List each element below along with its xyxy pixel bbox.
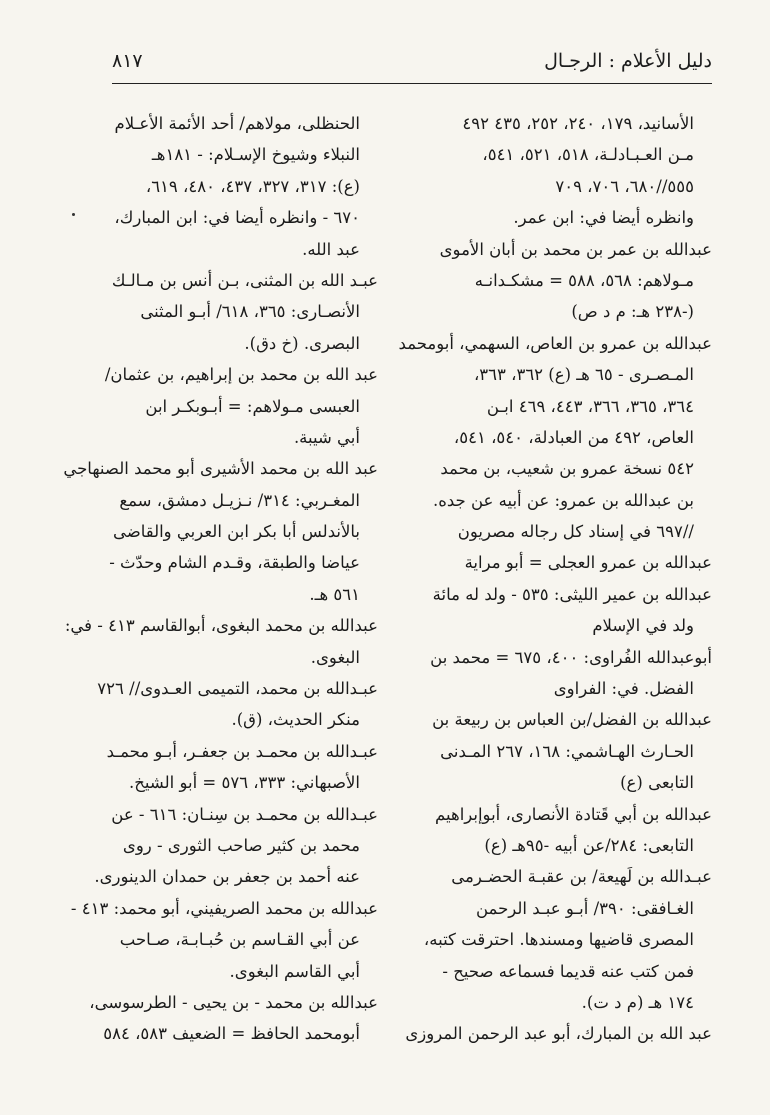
text-line: البصرى. (خ دق). [244,333,360,353]
text-line: وانظره أيضا في: ابن عمر. [513,208,694,228]
text-line: المصرى قاضيها ومسندها. احترقت كتبه، [423,930,694,950]
text-line: (ع): ٣١٧، ٣٢٧، ٤٣٧، ٤٨٠، ٦١٩، [145,176,360,196]
text-line: عبدالله بن عمرو العجلى = أبو مراية [464,553,712,573]
text-line: عبد الله بن محمد بن إبراهيم، بن عثمان/ [104,365,378,385]
text-line: أبوعبدالله الفُراوى: ٤٠٠، ٦٧٥ = محمد بن [430,647,712,667]
text-line: النبلاء وشيوخ الإسـلام: - ١٨١هـ [151,145,360,165]
text-line: عبد الله بن محمد الأشيرى أبو محمد الصنهاجي [63,459,378,479]
text-line: عبد الله. [302,239,360,259]
text-line: المغـربي: ٣١٤/ نـزيـل دمشق، سمع [119,490,360,510]
text-line: عبدالله بن عمر بن محمد بن أبان الأموى [439,239,712,259]
text-line: ٥٤٢ نسخة عمرو بن شعيب، بن محمد [440,459,694,479]
text-line: ٦٧٠ - وانظره أيضا في: ابن المبارك، [114,208,360,228]
text-line: أبومحمد الحافظ = الضعيف ٥٨٣، ٥٨٤ [103,1024,360,1044]
text-line: عبدالله بن محمد - بن يحيى - الطرسوسى، [89,992,378,1012]
text-line: البغوى. [310,647,360,667]
right-column [398,108,712,1050]
text-line: الحـارث الهـاشمي: ١٦٨، ٢٦٧ المـدنى [440,741,694,761]
text-line: العبسى مـولاهم: = أبـوبكـر ابن [145,396,360,416]
text-line: الغـافقى: ٣٩٠/ أبـو عبـد الرحمن [476,898,694,918]
text-line: ٥٦١ هـ. [309,584,360,604]
text-line: أبي القاسم البغوى. [229,961,360,981]
text-line: محمد بن كثير صاحب الثورى - روى [122,835,360,855]
text-line: الأنصـارى: ٣٦٥، ٦١٨/ أبـو المثنى [140,302,360,322]
header-rule [112,83,712,84]
text-line: عبدالله بن أبي قَتادة الأنصارى، أبوإبراهيم [435,804,712,824]
text-line: عبـدالله بن محمد، التميمى العـدوى// ٧٢٦ [97,679,378,699]
margin-dot [72,213,75,216]
text-line: عن أبي القـاسم بن حُبـابـة، صـاحب [119,930,360,950]
page-number: ٨١٧ [112,50,143,72]
text-line: الأسانيد، ١٧٩، ٢٤٠، ٢٥٢، ٤٣٥ ٤٩٢ [462,114,694,133]
text-line: عياضا والطبقة، وقـدم الشام وحدّث - [109,553,360,573]
text-line: ١٧٤ هـ (م د ت). [581,992,694,1012]
text-line: الأصبهاني: ٣٣٣، ٥٧٦ = أبو الشيخ. [129,773,360,793]
text-line: مـولاهم: ٥٦٨، ٥٨٨ = مشكـدانـه [474,270,694,290]
text-line: عبدالله بن عمير الليثى: ٥٣٥ - ولد له مائة [432,584,712,604]
text-line: عبـدالله بن محمـد بن سِنـان: ٦١٦ - عن [111,804,378,824]
text-line: التابعى: ٢٨٤/عن أبيه -٩٥هـ (ع) [484,835,694,855]
left-column [63,108,378,1050]
text-line: التابعى (ع) [620,773,694,793]
text-line: ٥٥٥//٦٨٠، ٧٠٦، ٧٠٩ [555,176,694,196]
text-line: عنه أحمد بن جعفر بن حمدان الدينورى. [94,867,360,887]
text-line: عبـدالله بن لَهيعة/ بن عقبـة الحضـرمى [451,867,712,887]
text-line: عبـد الله بن المثنى، بـن أنس بن مـالـك [111,270,378,290]
text-line: مـن العـبـادلـة، ٥١٨، ٥٢١، ٥٤١، [482,145,694,165]
text-line: //٦٩٧ في إسناد كل رجاله مصريون [457,522,694,542]
text-line: عبـدالله بن محمـد بن جعفـر، أبـو محمـد [106,741,378,761]
text-line: المـصـرى - ٦٥ هـ (ع) ٣٦٢، ٣٦٣، [473,365,694,385]
text-line: عبدالله بن محمد البغوى، أبوالقاسم ٤١٣ - في: [64,616,378,636]
text-line: عبدالله بن محمد الصريفيني، أبو محمد: ٤١٣ - [70,898,378,918]
text-line: بالأندلس أبا بكر ابن العربي والقاضى [112,522,360,542]
text-line: (-٢٣٨ هـ: م د ص) [571,302,694,322]
text-line: ولد في الإسلام [592,616,694,636]
text-line: بن عبدالله بن عمرو: عن أبيه عن جده. [432,490,694,510]
text-line: الحنظلى، مولاهم/ أحد الأئمة الأعـلام [114,114,360,133]
page-title: دليل الأعلام : الرجـال [544,50,712,72]
text-line: ٣٦٤، ٣٦٥، ٣٦٦، ٤٤٣، ٤٦٩ ابـن [486,396,694,416]
text-line: أبي شيبة. [293,427,360,447]
text-line: منكر الحديث، (ق). [231,710,360,730]
text-line: عبدالله بن الفضل/بن العباس بن ربيعة بن [432,710,712,730]
text-line: عبد الله بن المبارك، أبو عبد الرحمن المروزى [405,1024,712,1044]
text-line: فمن كتب عنه قديما فسماعه صحيح - [442,961,694,981]
text-line: عبدالله بن عمرو بن العاص، السهمي، أبومحمد [398,333,712,353]
text-line: الفضل. في: الفراوى [553,679,694,699]
text-line: العاص، ٤٩٢ من العبادلة، ٥٤٠، ٥٤١، [453,427,694,447]
page-header [112,46,712,84]
